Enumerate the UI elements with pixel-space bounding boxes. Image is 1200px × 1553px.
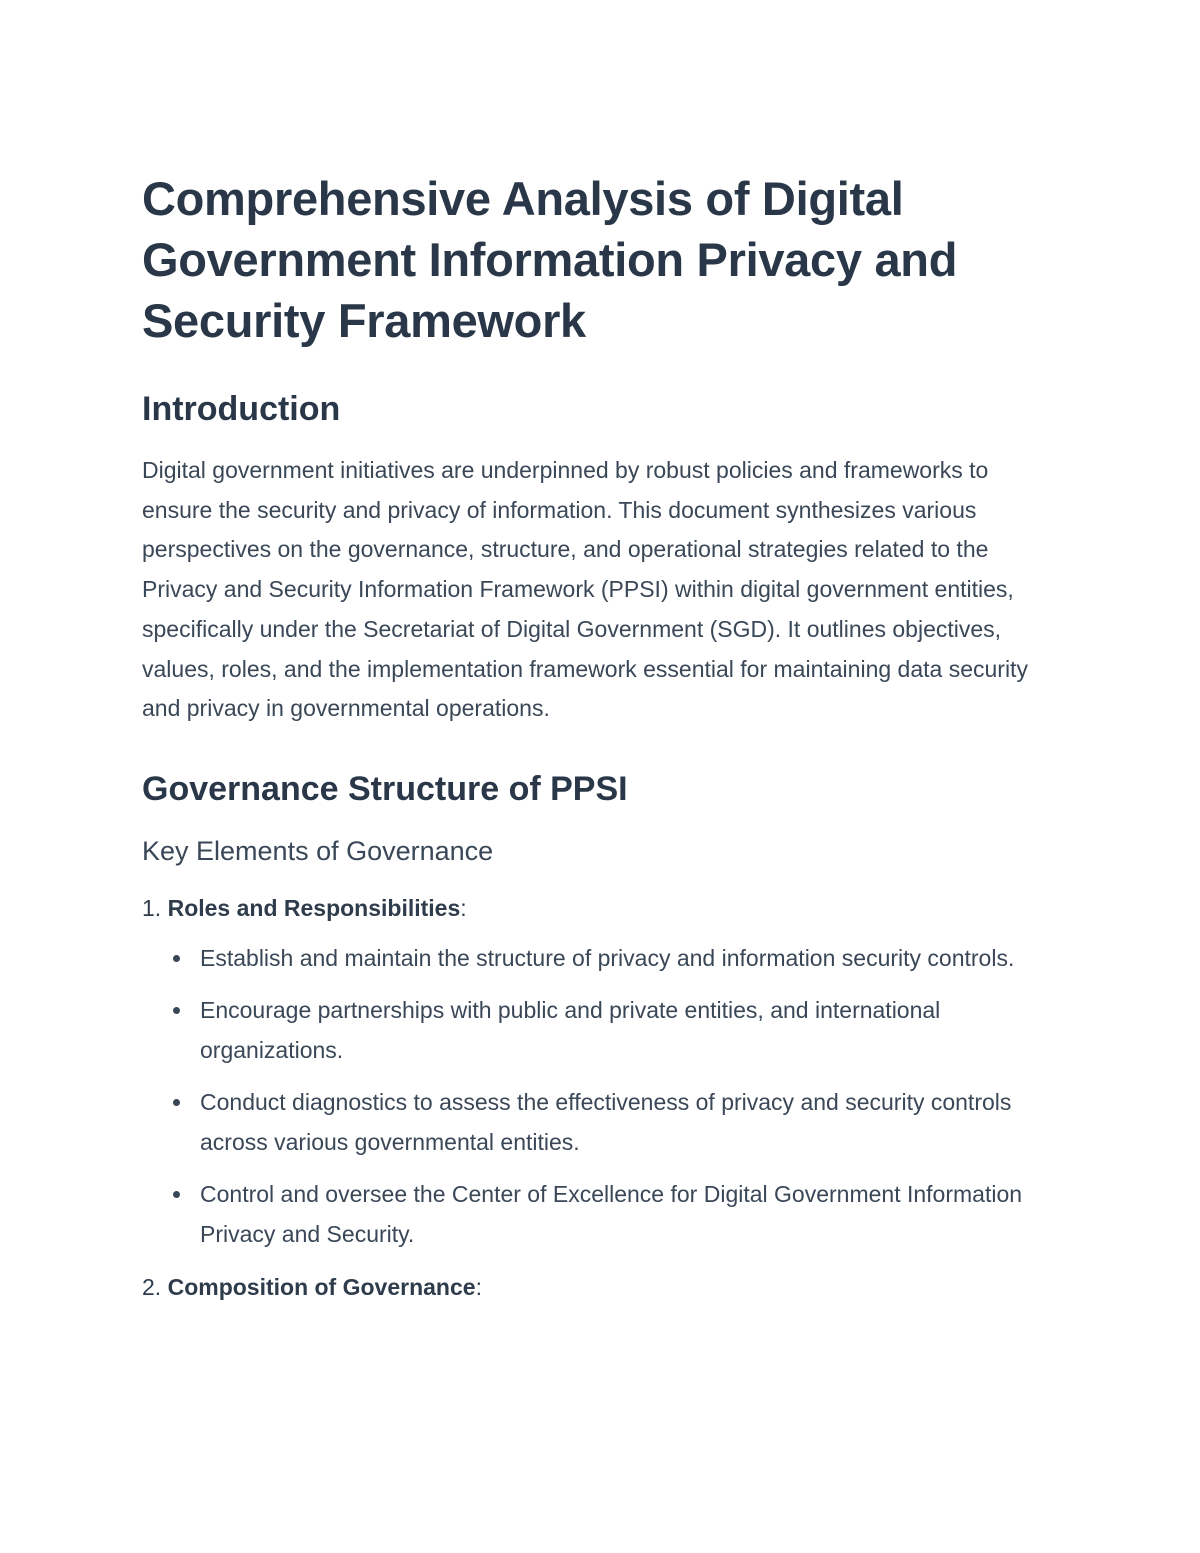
governance-ordered-list <box>142 889 1062 1307</box>
list-item-label: Composition of Governance <box>167 1273 476 1300</box>
introduction-heading: Introduction <box>142 390 341 428</box>
ordered-list-item-roles <box>142 889 1062 1254</box>
bullet-item <box>142 1174 1062 1254</box>
bullet-item <box>142 938 1062 978</box>
list-item-label: Roles and Responsibilities <box>167 894 461 921</box>
bullet-text: Conduct diagnostics to assess the effectiveness of privacy and security controls across various governmental entities. <box>200 1088 1012 1155</box>
introduction-paragraph: Digital government initiatives are underpinned by robust policies and frameworks to ensure the security and privacy of information. This document synthesizes various perspectives on the governance, structure, and operational strategies related to the Privacy and Security Information Framework (PPSI) within digital government entities, specifically under the Secretariat of Digital Government (SGD). It outlines objectives, values, roles, and the implementation framework essential for maintaining data security and privacy in governmental operations. <box>142 457 1028 722</box>
ordered-list-item-composition <box>142 1268 1062 1307</box>
bullet-text: Encourage partnerships with public and private entities, and international organizations. <box>200 996 941 1063</box>
bullet-text: Establish and maintain the structure of privacy and information security controls. <box>200 944 1015 971</box>
list-item-colon: : <box>460 894 467 921</box>
governance-heading: Governance Structure of PPSI <box>142 769 628 808</box>
bullet-dot-icon <box>173 1099 180 1106</box>
list-number: 1. <box>142 894 162 921</box>
key-elements-subheading: Key Elements of Governance <box>142 835 494 866</box>
bullet-item <box>142 1082 1062 1162</box>
list-item-colon: : <box>475 1273 482 1300</box>
bullet-text: Control and oversee the Center of Excellence for Digital Government Information Privacy and Security. <box>200 1180 1023 1247</box>
bullet-dot-icon <box>173 1191 180 1198</box>
bullet-dot-icon <box>173 1007 180 1014</box>
document-title: Comprehensive Analysis of Digital Government Information Privacy and Security Framework <box>142 172 958 347</box>
list-number: 2. <box>142 1273 162 1300</box>
bullet-item <box>142 990 1062 1070</box>
document-page <box>142 168 1062 1307</box>
bullet-dot-icon <box>173 955 180 962</box>
roles-bullet-list <box>142 938 1062 1254</box>
